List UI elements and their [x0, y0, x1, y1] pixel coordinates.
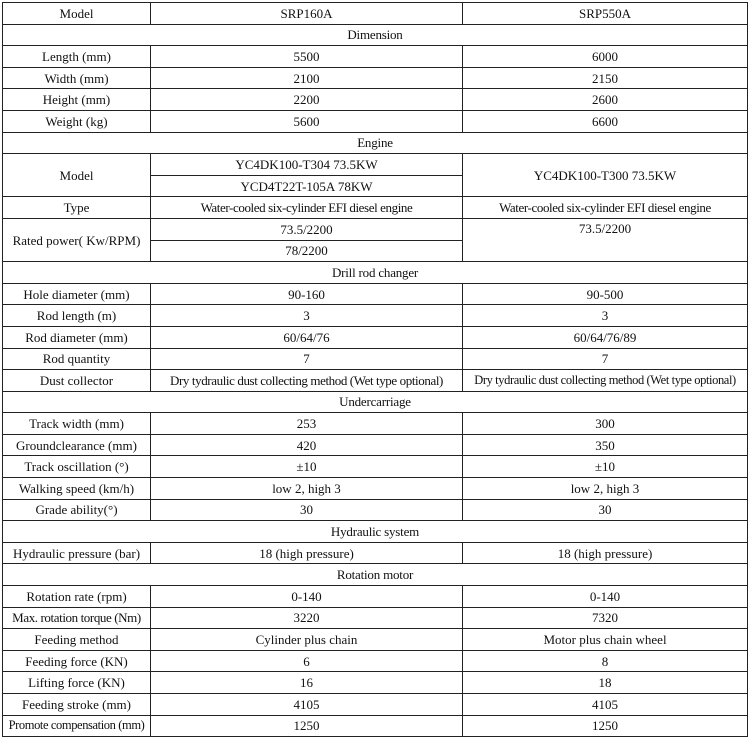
value-a: Water-cooled six-cylinder EFI diesel engine — [151, 197, 463, 219]
table-row — [3, 434, 748, 456]
value-b: 350 — [463, 434, 748, 456]
value-b: 2600 — [463, 89, 748, 111]
row-label: Rated power( Kw/RPM) — [3, 218, 151, 261]
value-b: 7320 — [463, 607, 748, 629]
row-label: Model — [3, 154, 151, 197]
row-label: Rod quantity — [3, 348, 151, 370]
value-b: low 2, high 3 — [463, 478, 748, 500]
specification-table — [2, 2, 748, 737]
table-row — [3, 154, 748, 176]
value-a: 90-160 — [151, 283, 463, 305]
section-engine: Engine — [3, 132, 748, 154]
table-row — [3, 305, 748, 327]
value-a: YCD4T22T-105A 78KW — [151, 175, 463, 197]
table-row — [3, 607, 748, 629]
row-label: Groundclearance (mm) — [3, 434, 151, 456]
value-b: YC4DK100-T300 73.5KW — [463, 154, 748, 197]
value-a: 73.5/2200 — [151, 218, 463, 240]
row-label: Feeding method — [3, 629, 151, 651]
table-row — [3, 110, 748, 132]
row-label: Rod length (m) — [3, 305, 151, 327]
row-label: Track oscillation (°) — [3, 456, 151, 478]
table-row — [3, 499, 748, 521]
value-a: 18 (high pressure) — [151, 542, 463, 564]
value-b: 0-140 — [463, 586, 748, 608]
value-b: 90-500 — [463, 283, 748, 305]
row-label: Promote compensation (mm) — [3, 715, 151, 737]
row-label: Feeding stroke (mm) — [3, 694, 151, 716]
header-row — [3, 3, 748, 25]
table-row — [3, 283, 748, 305]
table-row — [3, 650, 748, 672]
table-row — [3, 326, 748, 348]
row-label: Rod diameter (mm) — [3, 326, 151, 348]
section-row — [3, 24, 748, 46]
section-hydraulic-system: Hydraulic system — [3, 521, 748, 543]
row-label: Lifting force (KN) — [3, 672, 151, 694]
table-row — [3, 67, 748, 89]
row-label: Weight (kg) — [3, 110, 151, 132]
model-b-header: SRP550A — [463, 3, 748, 25]
section-row — [3, 521, 748, 543]
value-b: 30 — [463, 499, 748, 521]
table-row — [3, 46, 748, 68]
section-row — [3, 262, 748, 284]
value-a: 2100 — [151, 67, 463, 89]
row-label: Track width (mm) — [3, 413, 151, 435]
row-label: Walking speed (km/h) — [3, 478, 151, 500]
value-b: 3 — [463, 305, 748, 327]
row-label: Dust collector — [3, 370, 151, 392]
header-label: Model — [3, 3, 151, 25]
row-label: Feeding force (KN) — [3, 650, 151, 672]
value-b: 1250 — [463, 715, 748, 737]
value-a: 30 — [151, 499, 463, 521]
value-b: 7 — [463, 348, 748, 370]
table-row — [3, 218, 748, 240]
value-b: 18 — [463, 672, 748, 694]
row-label: Hydraulic pressure (bar) — [3, 542, 151, 564]
value-b: Motor plus chain wheel — [463, 629, 748, 651]
value-a: 60/64/76 — [151, 326, 463, 348]
row-label: Height (mm) — [3, 89, 151, 111]
table-row — [3, 694, 748, 716]
table-row — [3, 413, 748, 435]
value-b: 8 — [463, 650, 748, 672]
table-row — [3, 542, 748, 564]
row-label: Rotation rate (rpm) — [3, 586, 151, 608]
section-row — [3, 564, 748, 586]
value-a: 4105 — [151, 694, 463, 716]
value-b: 73.5/2200 — [463, 218, 748, 261]
value-b: ±10 — [463, 456, 748, 478]
value-a: 5600 — [151, 110, 463, 132]
value-a: Dry tydraulic dust collecting method (Wet type optional) — [151, 370, 463, 392]
row-label: Type — [3, 197, 151, 219]
value-b: 6600 — [463, 110, 748, 132]
row-label: Max. rotation torque (Nm) — [3, 607, 151, 629]
table-row — [3, 197, 748, 219]
row-label: Hole diameter (mm) — [3, 283, 151, 305]
table-row — [3, 89, 748, 111]
section-row — [3, 391, 748, 413]
value-a: 0-140 — [151, 586, 463, 608]
value-b: Water-cooled six-cylinder EFI diesel engine — [463, 197, 748, 219]
value-a: 78/2200 — [151, 240, 463, 262]
row-label: Length (mm) — [3, 46, 151, 68]
section-rotation-motor: Rotation motor — [3, 564, 748, 586]
value-a: ±10 — [151, 456, 463, 478]
section-dimension: Dimension — [3, 24, 748, 46]
section-undercarriage: Undercarriage — [3, 391, 748, 413]
value-b: 4105 — [463, 694, 748, 716]
value-a: low 2, high 3 — [151, 478, 463, 500]
table-row — [3, 478, 748, 500]
value-b: 300 — [463, 413, 748, 435]
model-a-header: SRP160A — [151, 3, 463, 25]
value-a: Cylinder plus chain — [151, 629, 463, 651]
value-a: 6 — [151, 650, 463, 672]
table-row — [3, 370, 748, 392]
value-a: 3220 — [151, 607, 463, 629]
value-a: 1250 — [151, 715, 463, 737]
value-b: 2150 — [463, 67, 748, 89]
value-a: 5500 — [151, 46, 463, 68]
value-b: Dry tydraulic dust collecting method (Wet type optional) — [463, 370, 748, 392]
value-a: 420 — [151, 434, 463, 456]
value-b: 60/64/76/89 — [463, 326, 748, 348]
value-a: 3 — [151, 305, 463, 327]
section-row — [3, 132, 748, 154]
table-row — [3, 629, 748, 651]
value-a: YC4DK100-T304 73.5KW — [151, 154, 463, 176]
section-drill-rod-changer: Drill rod changer — [3, 262, 748, 284]
row-label: Grade ability(°) — [3, 499, 151, 521]
value-a: 16 — [151, 672, 463, 694]
table-row — [3, 672, 748, 694]
table-row — [3, 586, 748, 608]
table-row — [3, 715, 748, 737]
row-label: Width (mm) — [3, 67, 151, 89]
table-row — [3, 456, 748, 478]
table-row — [3, 348, 748, 370]
value-b: 6000 — [463, 46, 748, 68]
value-a: 7 — [151, 348, 463, 370]
value-a: 2200 — [151, 89, 463, 111]
value-b: 18 (high pressure) — [463, 542, 748, 564]
value-a: 253 — [151, 413, 463, 435]
